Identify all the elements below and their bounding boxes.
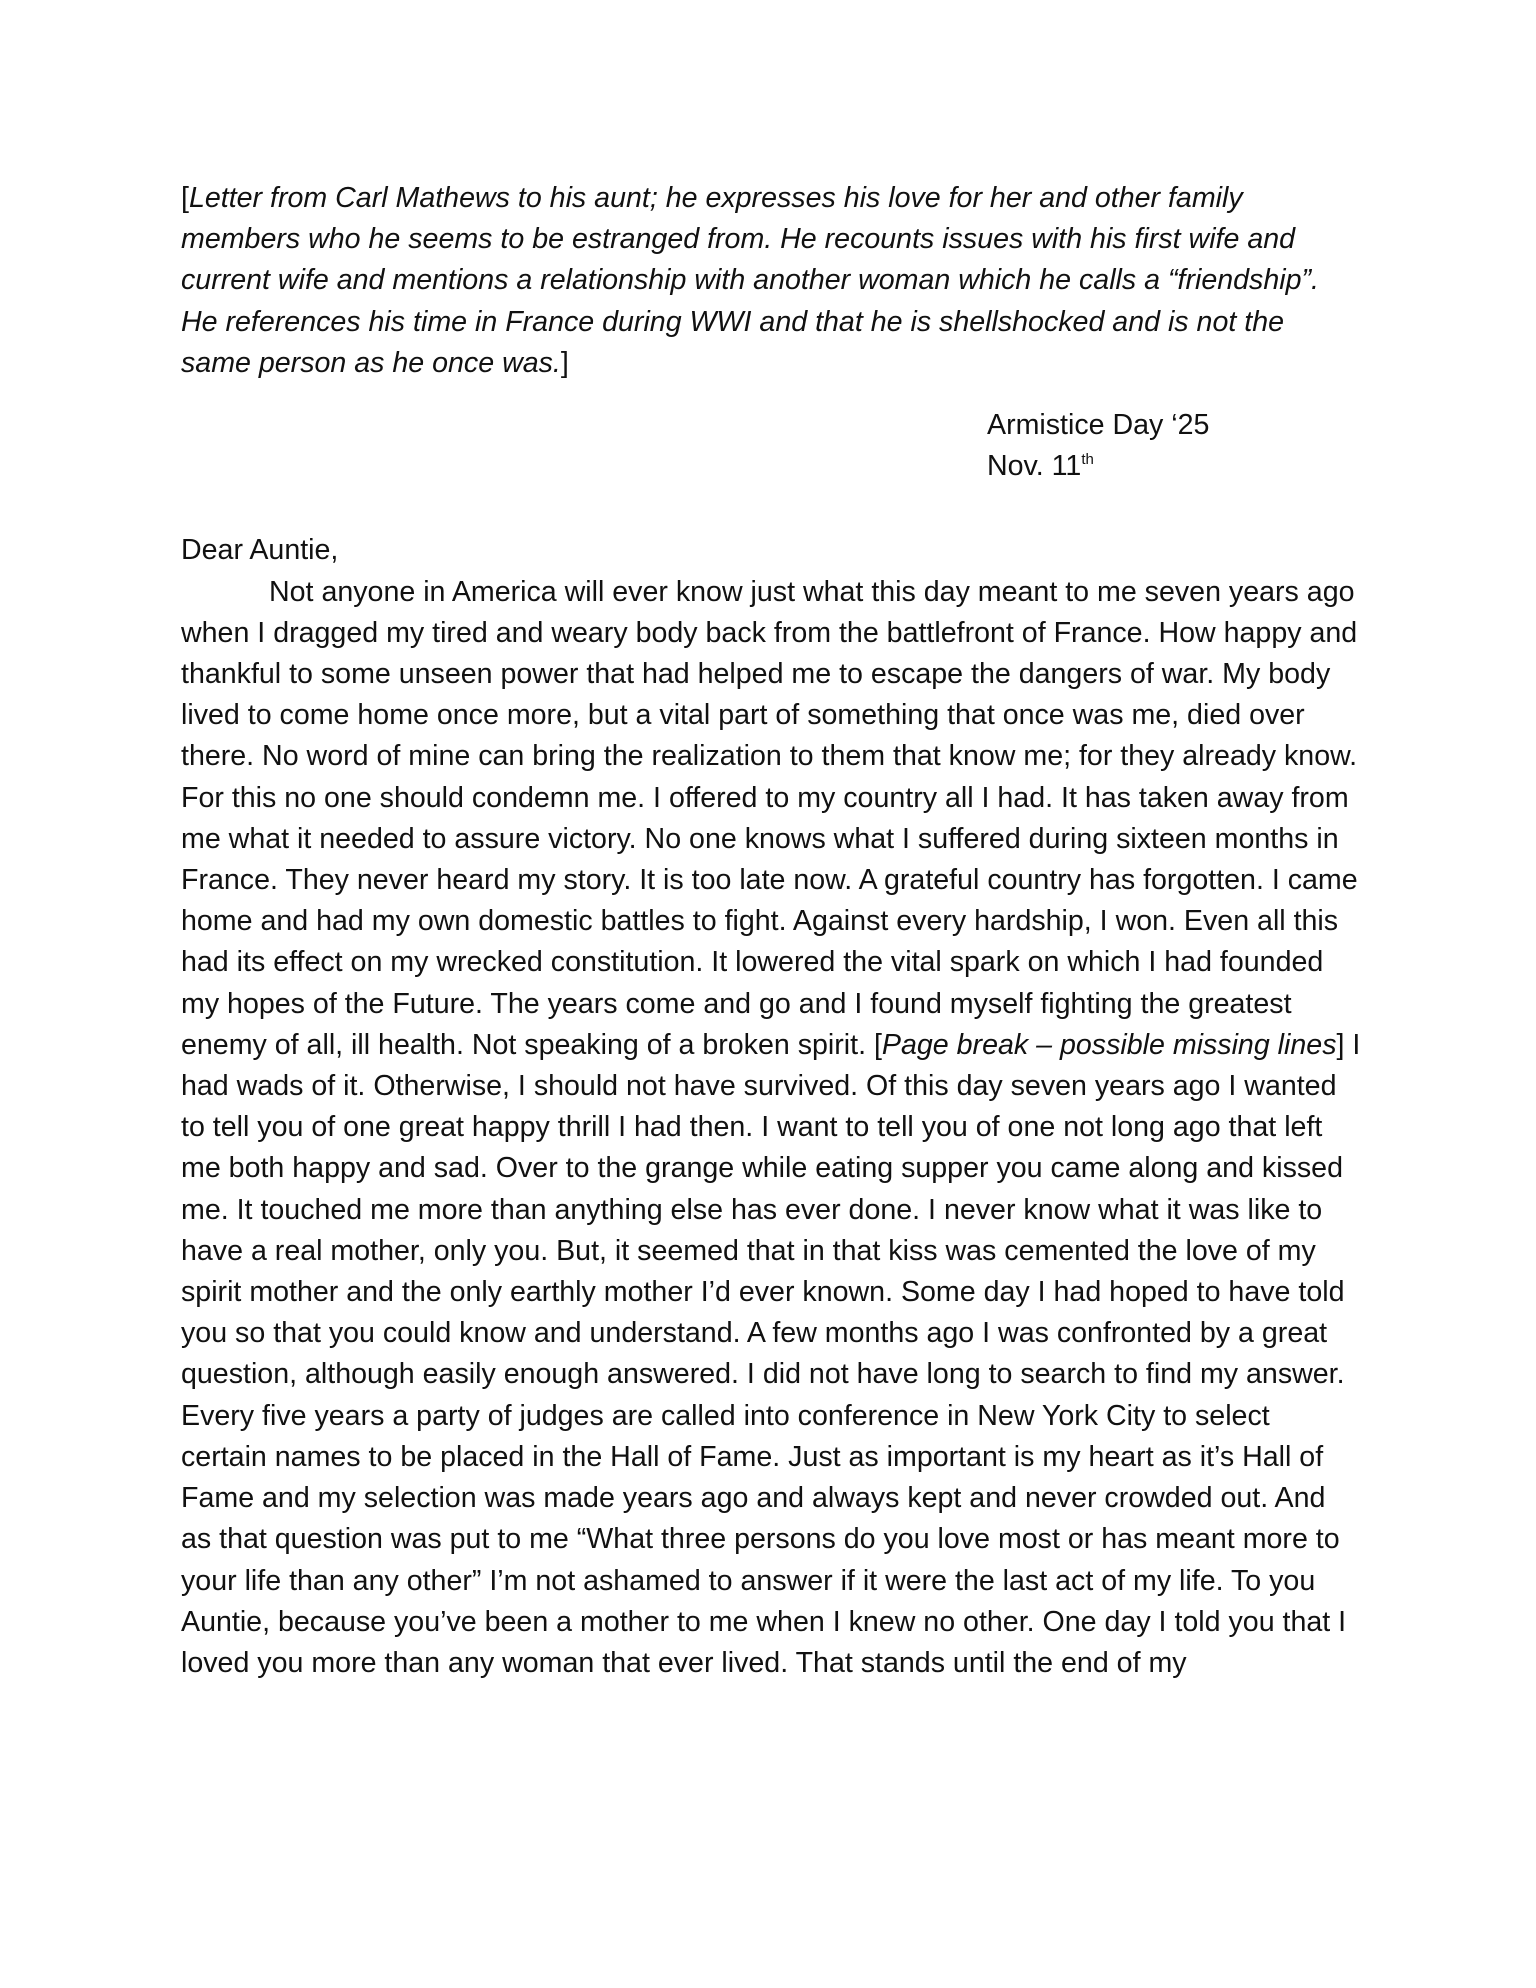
summary-open-bracket: [ (181, 182, 189, 214)
letter-page (181, 178, 1361, 1684)
letter-body (181, 572, 1361, 1684)
letter-body-part-1: Not anyone in America will ever know just what this day meant to me seven years ago when I dragged my tired and weary body back from the battlefront of France. How happy and thankful to some unseen power that had helped me to escape the dangers of war. My body lived to come home once more, but a vital part of something that once was me, died over there. No word of mine can bring the realization to them that know me; for they already know. For this no one should condemn me. I offered to my country all I had. It has taken away from me what it needed to assure victory. No one knows what I suffered during sixteen months in France. They never heard my story. It is too late now. A grateful country has forgotten. I came home and had my own domestic battles to fight. Against every hardship, I won. Even all this had its effect on my wrecked constitution. It lowered the vital spark on which I had founded my hopes of the Future. The years come and go and I found myself fighting the greatest enemy of all, ill health. Not speaking of a broken spirit. [ (181, 575, 1358, 1061)
letter-salutation: Dear Auntie, (181, 534, 339, 567)
dateline-date (987, 446, 1361, 487)
letter-body-part-2: ] I had wads of it. Otherwise, I should not have survived. Of this day seven years ago I wanted to tell you of one great happy thrill I had then. I want to tell you of one not long ago that left me both happy and sad. Over to the grange while eating supper you came along and kissed me. It touched me more than anything else has ever done. I never know what it was like to have a real mother, only you. But, it seemed that in that kiss was cemented the love of my spirit mother and the only earthly mother I’d ever known. Some day I had hoped to have told you so that you could know and understand. A few months ago I was confronted by a great question, although easily enough answered. I did not have long to search to find my answer. Every five years a party of judges are called into conference in New York City to select certain names to be placed in the Hall of Fame. Just as important is my heart as it’s Hall of Fame and my selection was made years ago and always kept and never crowded out. And as that question was put to me “What three persons do you love most or has meant more to your life than any other” I’m not ashamed to answer if it were the last act of my life. To you Auntie, because you’ve been a mother to me when I knew no other. One day I told you that I loved you more than any woman that ever lived. That stands until the end of my (181, 1028, 1361, 1679)
editorial-note: Page break – possible missing lines (881, 1028, 1337, 1061)
summary-text: Letter from Carl Mathews to his aunt; he expresses his love for her and other family members who he seems to be estranged from. He recounts issues with his first wife and current wife and mentions a relationship with another woman which he calls a “friendship”. He references his time in France during WWI and that he is shellshocked and is not the same person as he once was. (181, 182, 1319, 379)
transcription-summary (181, 178, 1361, 384)
dateline-date-main: Nov. 11 (987, 450, 1082, 483)
letter-dateline (987, 405, 1361, 487)
dateline-date-suffix: th (1081, 451, 1094, 469)
dateline-occasion: Armistice Day ‘25 (987, 409, 1210, 442)
summary-close-bracket: ] (560, 346, 569, 379)
